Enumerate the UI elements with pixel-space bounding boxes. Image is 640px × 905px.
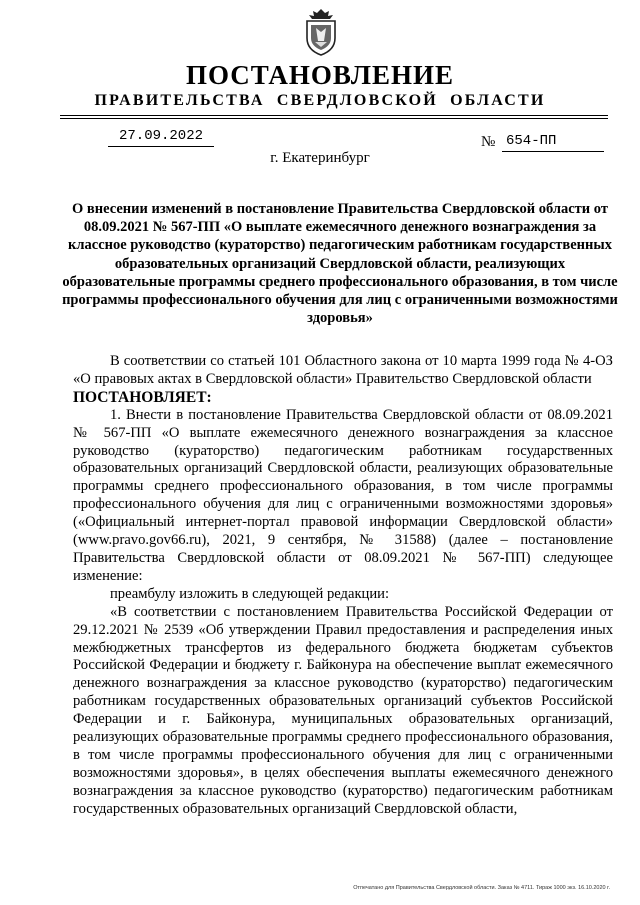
coat-of-arms-emblem bbox=[302, 8, 340, 56]
preamble-edit-paragraph: преамбулу изложить в следующей редакции: bbox=[110, 585, 390, 602]
print-footer: Отпечатано для Правительства Свердловской области. Заказ № 4711. Тираж 1000 экз. 16.10.2020 г. bbox=[353, 885, 610, 891]
document-subject: О внесении изменений в постановление Правительства Свердловской области от 08.09.2021 № 567-ПП «О выплате ежемесячного денежного вознаграждения за классное руководство (кураторство) педагогическим работникам государственных образовательных организаций Свердловской области, реализующих образовательные программы среднего профессионального образования, в том числе программы профессионального обучения для лиц с ограниченными возможностями здоровья» bbox=[62, 201, 618, 327]
new-preamble-paragraph: «В соответствии с постановлением Правительства Российской Федерации от 29.12.2021 № 2539 «Об утверждении Правил предоставления и распределения иных межбюджетных трансфертов из федерального бюджета бюджетам субъектов Российской Федерации и бюджету г. Байконура на обеспечение выплат ежемесячного денежного вознаграждения за классное руководство (кураторство) педагогическим работникам государственных образовательных организаций субъектов Российской Федерации и г. Байконура, муниципальных образовательных организаций, реализующих образовательные программы среднего профессионального образования, в том числе программы профессионального обучения для лиц с ограниченными возможностями здоровья», в целях обеспечения выплаты ежемесячного денежного вознаграждения за классное руководство (кураторство) педагогическим работникам государственных образовательных организаций Свердловской области, bbox=[73, 603, 613, 817]
document-title: ПОСТАНОВЛЕНИЕ bbox=[185, 60, 455, 90]
document-body bbox=[73, 353, 613, 819]
document-number: 654-ПП bbox=[502, 133, 604, 152]
preamble-paragraph: В соответствии со статьей 101 Областного закона от 10 марта 1999 года № 4-ОЗ «О правовых актах в Свердловской области» Правительство Свердловской области bbox=[73, 353, 613, 387]
document-date: 27.09.2022 bbox=[108, 128, 214, 147]
header-divider-thick bbox=[60, 115, 608, 116]
issuing-authority: ПРАВИТЕЛЬСТВА СВЕРДЛОВСКОЙ ОБЛАСТИ bbox=[94, 92, 546, 109]
city: г. Екатеринбург bbox=[270, 150, 370, 166]
emblem-shield-icon bbox=[302, 8, 340, 56]
number-label: № bbox=[481, 134, 496, 150]
resolves-heading: ПОСТАНОВЛЯЕТ: bbox=[73, 388, 212, 406]
clause-1-paragraph: 1. Внести в постановление Правительства Свердловской области от 08.09.2021 № 567-ПП «О выплате ежемесячного денежного вознаграждения за классное руководство (кураторство) педагогическим работникам государственных образовательных организаций Свердловской области, реализующих образовательные программы среднего профессионального образования, в том числе программы профессионального обучения для лиц с ограниченными возможностями здоровья» («Официальный интернет-портал правовой информации Свердловской области» (www.pravo.gov66.ru), 2021, 9 сентября, № 31588) (далее – постановление Правительства Свердловской области от 08.09.2021 № 567-ПП) следующее изменение: bbox=[73, 406, 613, 584]
header-divider-thin bbox=[60, 118, 608, 119]
